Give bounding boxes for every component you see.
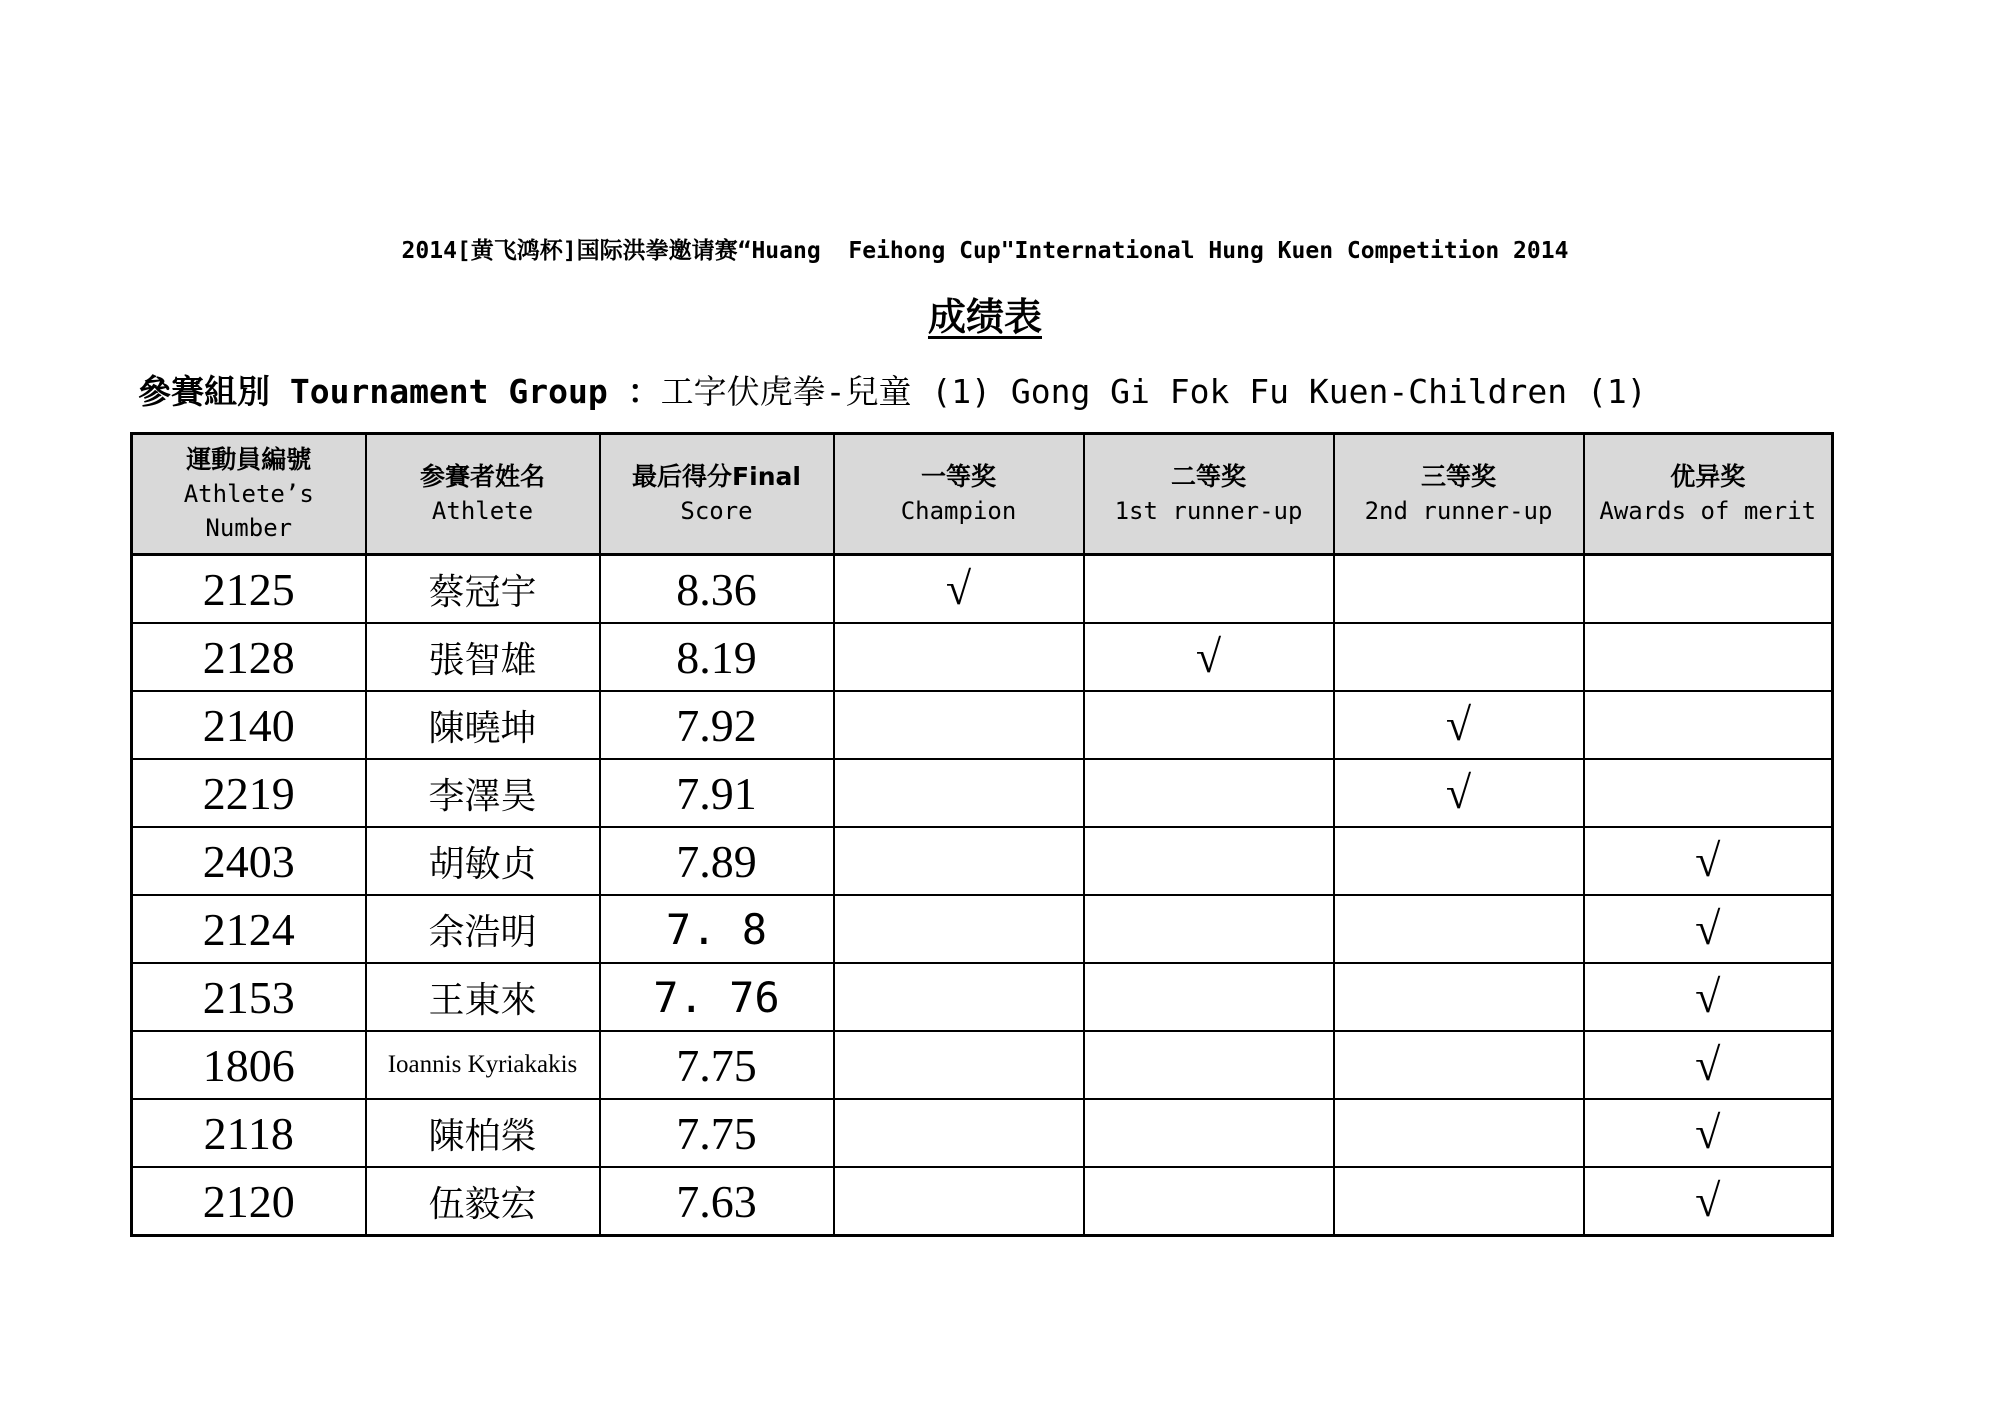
champion-check-cell: [834, 759, 1084, 827]
column-header-cn: 三等奖: [1420, 462, 1496, 491]
tournament-group-line: [138, 366, 1647, 413]
first-runner-up-check-cell: [1084, 759, 1334, 827]
merit-check-cell: √: [1584, 895, 1833, 963]
results-table-body: [132, 555, 1833, 1236]
final-score-cell: 8.36: [600, 555, 834, 624]
athlete-name-cell: 陳曉坤: [366, 691, 600, 759]
second-runner-up-check-cell: [1334, 1167, 1584, 1236]
second-runner-up-check-cell: [1334, 895, 1584, 963]
table-row: [132, 1031, 1833, 1099]
final-score-cell: 7.92: [600, 691, 834, 759]
column-header-champion: [834, 434, 1084, 555]
second-runner-up-check-cell: [1334, 1031, 1584, 1099]
champion-check-cell: [834, 895, 1084, 963]
column-header-cn: 二等奖: [1170, 462, 1246, 491]
second-runner-up-check-cell: [1334, 623, 1584, 691]
champion-check-cell: [834, 623, 1084, 691]
results-table: [130, 432, 1834, 1237]
column-header-athlete-number: [132, 434, 366, 555]
final-score-cell: 7.89: [600, 827, 834, 895]
column-header-cn: 運動員編號: [186, 445, 312, 474]
athlete-number-cell: 1806: [132, 1031, 366, 1099]
column-header-second-runner-up: [1334, 434, 1584, 555]
final-score-cell: 7.63: [600, 1167, 834, 1236]
athlete-number-cell: 2125: [132, 555, 366, 624]
athlete-number-cell: 2219: [132, 759, 366, 827]
final-score-cell: 7. 8: [600, 895, 834, 963]
first-runner-up-check-cell: [1084, 1099, 1334, 1167]
table-row: [132, 827, 1833, 895]
athlete-name-cell: 李澤昊: [366, 759, 600, 827]
column-header-en: Athlete: [431, 497, 534, 525]
champion-check-cell: [834, 1167, 1084, 1236]
final-score-cell: 7.75: [600, 1099, 834, 1167]
second-runner-up-check-cell: [1334, 555, 1584, 624]
sheet-title: 成绩表: [927, 295, 1042, 339]
second-runner-up-check-cell: √: [1334, 759, 1584, 827]
first-runner-up-check-cell: [1084, 1031, 1334, 1099]
column-header-cn: 参賽者姓名: [419, 462, 545, 491]
athlete-name-cell: 陳柏榮: [366, 1099, 600, 1167]
table-row: [132, 1167, 1833, 1236]
tournament-group-colon: ：: [627, 372, 661, 411]
column-header-athlete: [366, 434, 600, 555]
athlete-name-cell: 王東來: [366, 963, 600, 1031]
table-row: [132, 1099, 1833, 1167]
merit-check-cell: [1584, 691, 1833, 759]
first-runner-up-check-cell: [1084, 827, 1334, 895]
athlete-number-cell: 2124: [132, 895, 366, 963]
champion-check-cell: √: [834, 555, 1084, 624]
athlete-number-cell: 2403: [132, 827, 366, 895]
tournament-group-value: 工字伏虎拳-兒童 (1) Gong Gi Fok Fu Kuen-Children (1): [660, 372, 1647, 411]
second-runner-up-check-cell: √: [1334, 691, 1584, 759]
merit-check-cell: [1584, 555, 1833, 624]
table-row: [132, 895, 1833, 963]
second-runner-up-check-cell: [1334, 963, 1584, 1031]
first-runner-up-check-cell: [1084, 691, 1334, 759]
champion-check-cell: [834, 827, 1084, 895]
column-header-awards-of-merit: [1584, 434, 1833, 555]
athlete-name-cell: 伍毅宏: [366, 1167, 600, 1236]
athlete-name-cell: 余浩明: [366, 895, 600, 963]
tournament-group-label: 參賽組別 Tournament Group: [138, 372, 608, 411]
first-runner-up-check-cell: √: [1084, 623, 1334, 691]
second-runner-up-check-cell: [1334, 1099, 1584, 1167]
table-row: [132, 555, 1833, 624]
column-header-cn: 最后得分Final: [632, 462, 801, 491]
athlete-name-cell: 張智雄: [366, 623, 600, 691]
table-row: [132, 759, 1833, 827]
column-header-cn: 一等奖: [920, 462, 996, 491]
final-score-cell: 7.75: [600, 1031, 834, 1099]
athlete-number-cell: 2120: [132, 1167, 366, 1236]
athlete-number-cell: 2140: [132, 691, 366, 759]
merit-check-cell: √: [1584, 1099, 1833, 1167]
final-score-cell: 7. 76: [600, 963, 834, 1031]
column-header-en: 2nd runner-up: [1364, 497, 1553, 525]
column-header-en: Athlete’s Number: [183, 480, 314, 542]
column-header-en: Score: [680, 497, 753, 525]
second-runner-up-check-cell: [1334, 827, 1584, 895]
column-header-final-score: [600, 434, 834, 555]
table-row: [132, 623, 1833, 691]
table-row: [132, 963, 1833, 1031]
column-header-en: 1st runner-up: [1114, 497, 1303, 525]
champion-check-cell: [834, 1099, 1084, 1167]
athlete-number-cell: 2128: [132, 623, 366, 691]
column-header-first-runner-up: [1084, 434, 1334, 555]
athlete-name-cell: 胡敏贞: [366, 827, 600, 895]
first-runner-up-check-cell: [1084, 895, 1334, 963]
first-runner-up-check-cell: [1084, 1167, 1334, 1236]
final-score-cell: 8.19: [600, 623, 834, 691]
table-row: [132, 691, 1833, 759]
merit-check-cell: [1584, 759, 1833, 827]
column-header-en: Champion: [900, 497, 1017, 525]
athlete-name-cell: Ioannis Kyriakakis: [366, 1031, 600, 1099]
results-table-header: [132, 434, 1833, 555]
merit-check-cell: √: [1584, 1167, 1833, 1236]
merit-check-cell: √: [1584, 827, 1833, 895]
champion-check-cell: [834, 1031, 1084, 1099]
first-runner-up-check-cell: [1084, 963, 1334, 1031]
athlete-number-cell: 2153: [132, 963, 366, 1031]
champion-check-cell: [834, 691, 1084, 759]
champion-check-cell: [834, 963, 1084, 1031]
competition-title: 2014[黄飞鸿杯]国际洪拳邀请赛“Huang Feihong Cup"International Hung Kuen Competition 2014: [401, 238, 1569, 264]
athlete-name-cell: 蔡冠宇: [366, 555, 600, 624]
merit-check-cell: [1584, 623, 1833, 691]
athlete-number-cell: 2118: [132, 1099, 366, 1167]
column-header-en: Awards of merit: [1599, 497, 1817, 525]
merit-check-cell: √: [1584, 963, 1833, 1031]
merit-check-cell: √: [1584, 1031, 1833, 1099]
column-header-cn: 优异奖: [1670, 462, 1746, 491]
first-runner-up-check-cell: [1084, 555, 1334, 624]
final-score-cell: 7.91: [600, 759, 834, 827]
